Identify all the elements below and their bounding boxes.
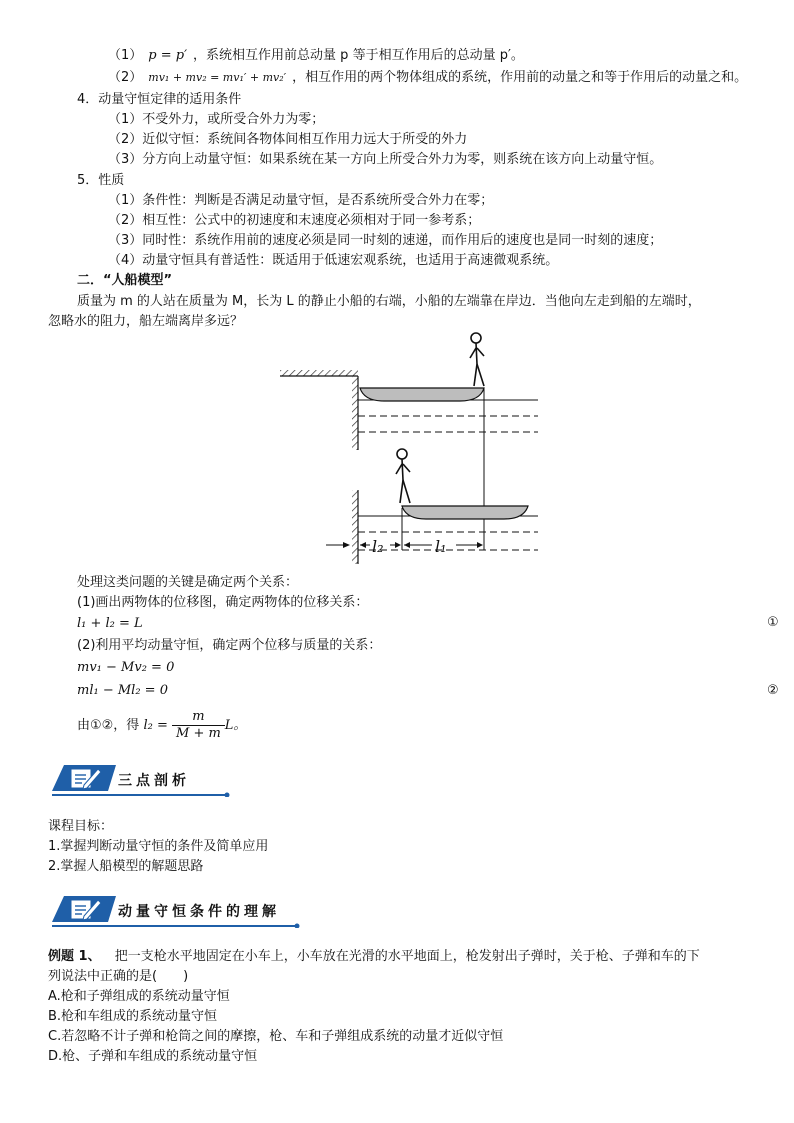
boat-problem-line-2: 忽略水的阻力，船左端离岸多远？ bbox=[48, 314, 244, 329]
step-2: (2)利用平均动量守恒，确定两个位移与质量的关系： bbox=[77, 638, 382, 653]
result-prefix: 由①②，得 bbox=[77, 718, 140, 733]
condition-item: （1）不受外力，或所受合外力为零； bbox=[108, 112, 325, 127]
banner-title: 三点剖析 bbox=[118, 773, 190, 789]
law-item-1 bbox=[108, 47, 524, 65]
law-item-2 bbox=[108, 69, 747, 87]
result-fraction bbox=[172, 709, 225, 742]
label-l1: l₁ bbox=[435, 537, 447, 556]
upper-person-icon bbox=[470, 333, 484, 386]
upper-bank bbox=[280, 370, 358, 450]
option-b: B.枪和车组成的系统动量守恒 bbox=[48, 1009, 218, 1024]
section-banner-analysis bbox=[50, 763, 230, 797]
example-1-label: 例题 1、 bbox=[48, 949, 101, 964]
goal-heading: 课程目标： bbox=[48, 819, 114, 834]
key-intro: 处理这类问题的关键是确定两个关系： bbox=[77, 575, 299, 590]
banner-title: 动量守恒条件的理解 bbox=[118, 904, 280, 920]
boat-model-heading: 二．“人船模型” bbox=[77, 273, 173, 288]
boat-diagram bbox=[280, 328, 550, 564]
lower-person-icon bbox=[396, 449, 410, 503]
result-denominator: M + m bbox=[176, 726, 221, 741]
option-a: A.枪和子弹组成的系统动量守恒 bbox=[48, 989, 230, 1004]
law-item-1-formula: p = p′ bbox=[148, 48, 188, 63]
condition-item: （2）近似守恒：系统间各物体间相互作用力远大于所受的外力 bbox=[108, 132, 468, 147]
example-1-stem-line-1 bbox=[48, 948, 700, 966]
equation-2a: mv₁ − Mv₂ = 0 bbox=[77, 660, 175, 675]
label-l2: l₂ bbox=[372, 537, 384, 556]
result-suffix: L。 bbox=[224, 718, 247, 733]
section-banner-condition bbox=[50, 894, 300, 928]
equation-2b: ml₁ − Ml₂ = 0 bbox=[77, 683, 168, 698]
goal-item: 2.掌握人船模型的解题思路 bbox=[48, 859, 204, 874]
law-item-2-label: （2） bbox=[108, 70, 143, 85]
law-item-1-text: ，系统相互作用前总动量 p 等于相互作用后的总动量 p′。 bbox=[193, 48, 524, 63]
example-1-stem-text: 把一支枪水平地固定在小车上，小车放在光滑的水平地面上，枪发射出子弹时，关于枪、子弹和车的下 bbox=[114, 949, 700, 964]
law-item-2-formula: mv₁ + mv₂ = mv₁′ + mv₂′ bbox=[148, 71, 287, 84]
property-item: （1）条件性：判断是否满足动量守恒，是否系统所受合外力在零； bbox=[108, 193, 494, 208]
step-1: (1)画出两物体的位移图，确定两物体的位移关系： bbox=[77, 595, 369, 610]
result-line bbox=[77, 706, 246, 746]
goal-item: 1.掌握判断动量守恒的条件及简单应用 bbox=[48, 839, 269, 854]
equation-1: l₁ + l₂ = L bbox=[77, 616, 143, 631]
equation-2-number: ② bbox=[767, 683, 779, 698]
result-lhs: l₂ = bbox=[143, 718, 168, 733]
option-d: D.枪、子弹和车组成的系统动量守恒 bbox=[48, 1049, 258, 1064]
condition-item: （3）分方向上动量守恒：如果系统在某一方向上所受合外力为零，则系统在该方向上动量守恒。 bbox=[108, 152, 663, 167]
property-item: （3）同时性：系统作用前的速度必须是同一时刻的速递，而作用后的速度也是同一时刻的速度； bbox=[108, 233, 663, 248]
result-numerator: m bbox=[172, 709, 225, 726]
conditions-heading: 4．动量守恒定律的适用条件 bbox=[77, 92, 242, 107]
lower-boat bbox=[402, 506, 528, 519]
properties-heading: 5．性质 bbox=[77, 173, 125, 188]
boat-problem-line-1: 质量为 m 的人站在质量为 M，长为 L 的静止小船的右端，小船的左端靠在岸边．当他向左走到船的左端时， bbox=[77, 294, 701, 309]
option-c: C.若忽略不计子弹和枪筒之间的摩擦，枪、车和子弹组成系统的动量才近似守恒 bbox=[48, 1029, 504, 1044]
example-1-stem-line-2: 列说法中正确的是( ) bbox=[48, 969, 189, 984]
property-item: （2）相互性：公式中的初速度和末速度必须相对于同一参考系； bbox=[108, 213, 481, 228]
property-item: （4）动量守恒具有普适性：既适用于低速宏观系统，也适用于高速微观系统。 bbox=[108, 253, 559, 268]
upper-boat bbox=[360, 388, 484, 401]
law-item-1-label: （1） bbox=[108, 48, 143, 63]
lower-bank bbox=[352, 490, 358, 564]
equation-1-number: ① bbox=[767, 615, 779, 630]
law-item-2-text: ，相互作用的两个物体组成的系统，作用前的动量之和等于作用后的动量之和。 bbox=[292, 70, 748, 85]
